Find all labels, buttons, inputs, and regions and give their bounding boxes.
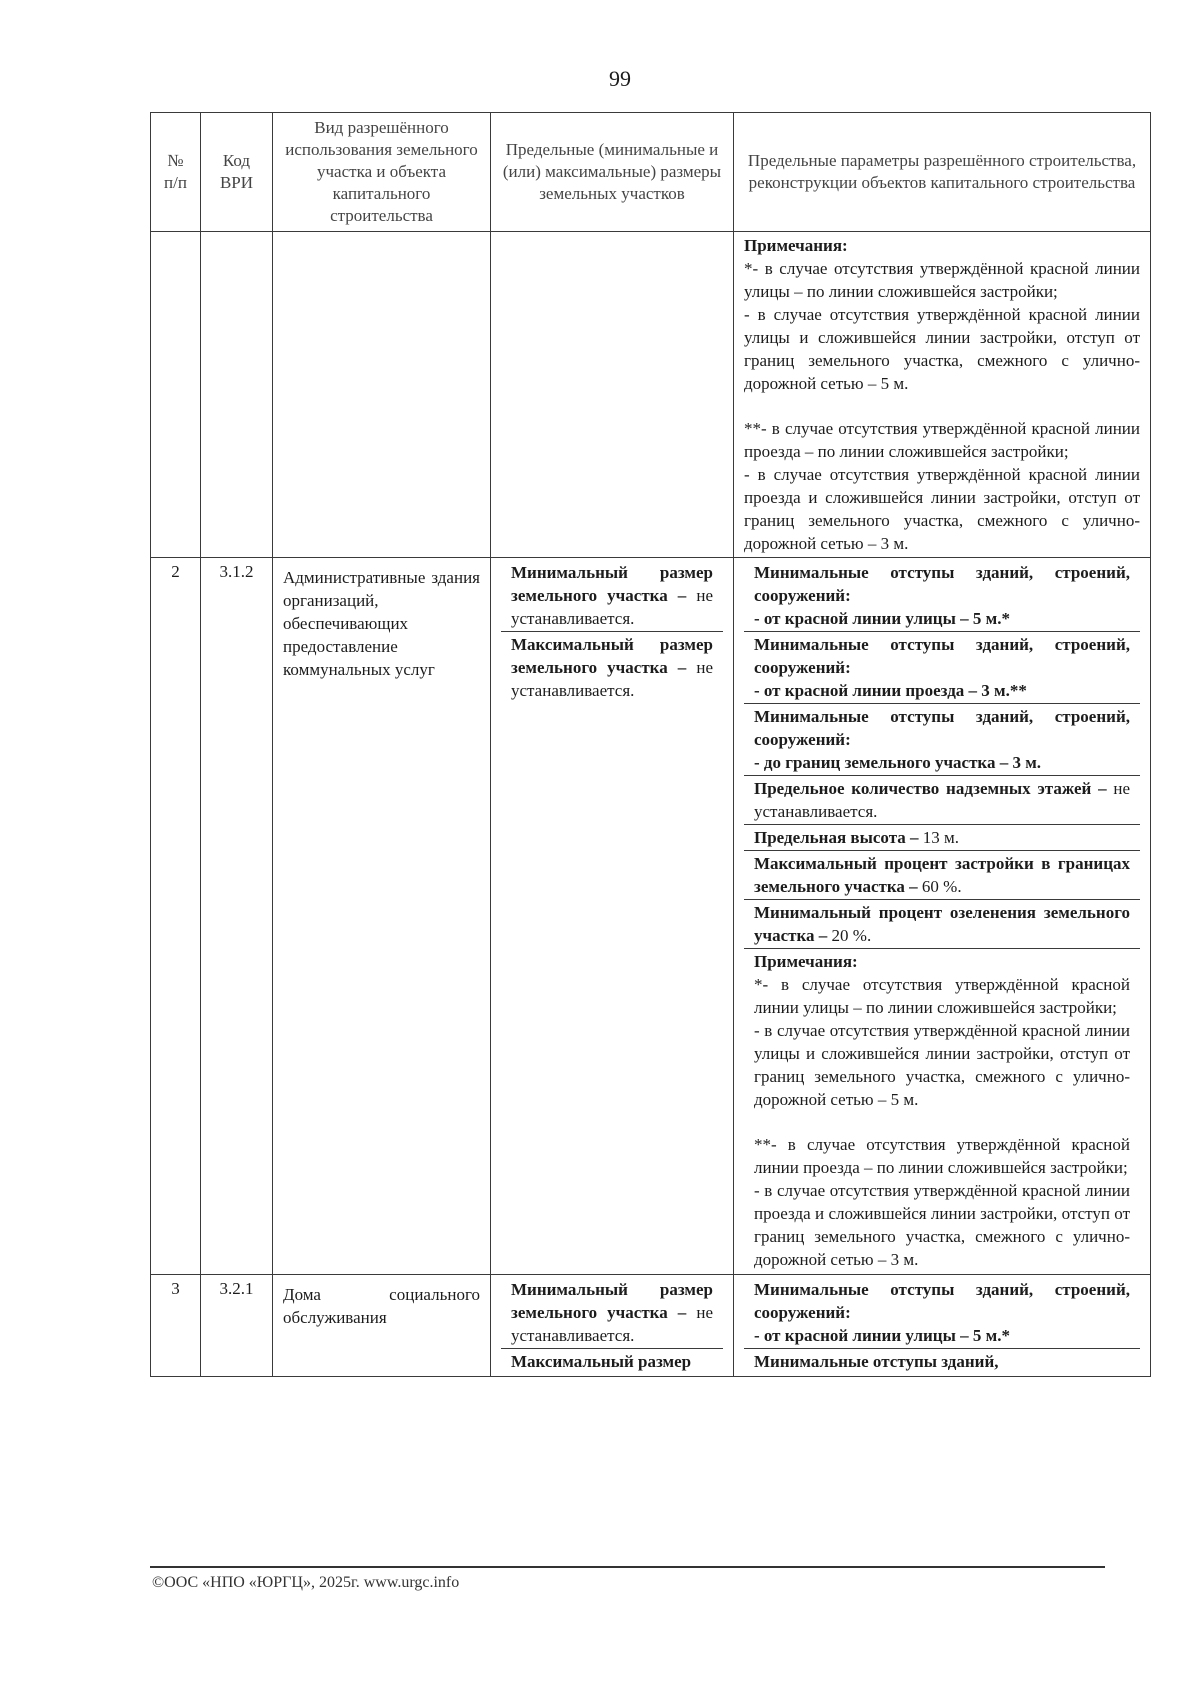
param-setback-street: Минимальные отступы зданий, строений, сооружений: - от красной линии улицы – 5 м.* <box>744 1277 1140 1349</box>
param-setback-driveway: Минимальные отступы зданий, строений, сооружений: - от красной линии проезда – 3 м.** <box>744 632 1140 704</box>
note-4: - в случае отсутствия утверждённой красной линии проезда и сложившейся линии застройки, отступ от границ земельного участка, смежного с улично-дорожной сетью – 3 м. <box>754 1181 1130 1269</box>
param-setback-border: Минимальные отступы зданий, строений, сооружений: - до границ земельного участка – 3 м. <box>744 704 1140 776</box>
table-header-row <box>151 113 1151 232</box>
header-code: Код ВРИ <box>201 113 273 232</box>
param-build-percent: Максимальный процент застройки в границах земельного участка – 60 %. <box>744 851 1140 900</box>
vri-code: 3.2.1 <box>201 1275 273 1377</box>
header-num: № п/п <box>151 113 201 232</box>
sizes-cell <box>491 558 734 1275</box>
note-1: *- в случае отсутствия утверждённой красной линии улицы – по линии сложившейся застройки; <box>744 259 1140 301</box>
table-row <box>151 558 1151 1275</box>
cell-empty <box>273 232 491 558</box>
max-size: Максимальный размер <box>511 1352 692 1371</box>
header-use: Вид разрешённого использования земельного участка и объекта капитального строительства <box>273 113 491 232</box>
note-3: **- в случае отсутствия утверждённой красной линии проезда – по линии сложившейся застройки; <box>754 1135 1130 1177</box>
params-cell <box>734 558 1151 1275</box>
use-type: Дома социального обслуживания <box>283 1285 480 1327</box>
max-size: Максимальный размер земельного участка – не устанавливается. <box>511 635 713 700</box>
notes <box>744 949 1140 1272</box>
cell-empty <box>491 232 734 558</box>
note-2: - в случае отсутствия утверждённой красной линии улицы и сложившейся линии застройки, отступ от границ земельного участка, смежного с улично-дорожной сетью – 5 м. <box>744 305 1140 393</box>
notes-cell <box>734 232 1151 558</box>
param-green-percent: Минимальный процент озеленения земельного участка – 20 %. <box>744 900 1140 949</box>
params-cell <box>734 1275 1151 1377</box>
use-type-cell <box>273 1275 491 1377</box>
note-2: - в случае отсутствия утверждённой красной линии улицы и сложившейся линии застройки, отступ от границ земельного участка, смежного с улично-дорожной сетью – 5 м. <box>754 1021 1130 1109</box>
header-params: Предельные параметры разрешённого строительства, реконструкции объектов капитального строительства <box>734 113 1151 232</box>
header-sizes: Предельные (минимальные и (или) максимальные) размеры земельных участков <box>491 113 734 232</box>
param-height: Предельная высота – 13 м. <box>744 825 1140 851</box>
row-number: 2 <box>151 558 201 1275</box>
sizes-cell <box>491 1275 734 1377</box>
use-type: Административные здания организаций, обеспечивающих предоставление коммунальных услуг <box>283 568 480 679</box>
cell-empty <box>201 232 273 558</box>
row-number: 3 <box>151 1275 201 1377</box>
page-number: 99 <box>609 66 631 91</box>
cell-empty <box>151 232 201 558</box>
footer-divider <box>150 1566 1105 1568</box>
note-1: *- в случае отсутствия утверждённой красной линии улицы – по линии сложившейся застройки; <box>754 975 1130 1017</box>
notes-title: Примечания: <box>744 236 848 255</box>
table-row <box>151 1275 1151 1377</box>
param-setback-street: Минимальные отступы зданий, строений, сооружений: - от красной линии улицы – 5 м.* <box>744 560 1140 632</box>
table-row-continued <box>151 232 1151 558</box>
note-3: **- в случае отсутствия утверждённой красной линии проезда – по линии сложившейся застройки; <box>744 419 1140 461</box>
notes-title: Примечания: <box>754 952 858 971</box>
note-4: - в случае отсутствия утверждённой красной линии проезда и сложившейся линии застройки, отступ от границ земельного участка, смежного с улично-дорожной сетью – 3 м. <box>744 465 1140 553</box>
use-type-cell <box>273 558 491 1275</box>
min-size: Минимальный размер земельного участка – не устанавливается. <box>501 560 723 632</box>
param-floors: Предельное количество надземных этажей – не устанавливается. <box>744 776 1140 825</box>
param-setback-driveway: Минимальные отступы зданий, <box>754 1352 999 1371</box>
min-size: Минимальный размер земельного участка – не устанавливается. <box>501 1277 723 1349</box>
regulations-table <box>150 112 1151 1377</box>
footer-copyright: ©ООС «НПО «ЮРГЦ», 2025г. www.urgc.info <box>152 1574 460 1591</box>
vri-code: 3.1.2 <box>201 558 273 1275</box>
